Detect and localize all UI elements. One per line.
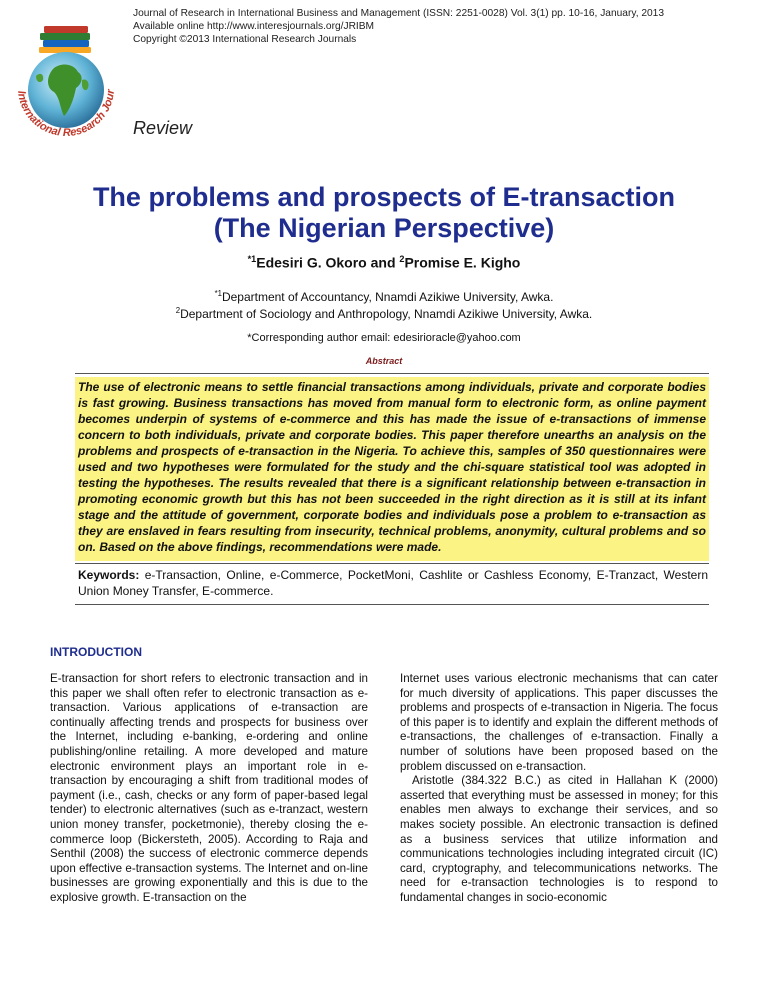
aff2-text: Department of Sociology and Anthropology, Nnamdi Azikiwe University, Awka. [180, 307, 593, 321]
paper-title [0, 182, 768, 244]
journal-citation: Journal of Research in International Business and Management (ISSN: 2251-0028) Vol. 3(1) pp. 10-16, January, 2013 [133, 8, 665, 19]
title-line-2: (The Nigerian Perspective) [213, 213, 555, 243]
section-label: Review [133, 118, 193, 138]
introduction-heading: INTRODUCTION [50, 645, 142, 659]
corresponding-author: *Corresponding author email: edesirioracle@yahoo.com [247, 332, 521, 344]
affiliations [0, 287, 768, 321]
aff1-text: Department of Accountancy, Nnamdi Azikiwe University, Awka. [221, 290, 554, 304]
keywords-label: Keywords: [78, 568, 140, 582]
author2-mark: 2 [399, 254, 405, 264]
author2: Promise E. Kigho [404, 254, 521, 271]
title-line-1: The problems and prospects of E-transaction [92, 182, 676, 212]
abstract-text: The use of electronic means to settle financial transactions among individuals, private and corporate bodies is fast growing. Business transactions has moved from manual form to electronic form, as online payment becomes underpin of systems of e-commerce and this has made the issue of e-transactions of immense concern to both individuals, private and corporate bodies. This paper therefore unearths an analysis on the problems and prospects of e-transaction in the Nigeria. To achieve this, samples of 350 questionnaires were used and two hypotheses were formulated for the study and the chi-square statistical tool was adopted in testing the hypotheses. The results revealed that there is a significant relationship between e-transaction in promoting economic growth but this has not been succeeded in the right direction as it is still at its infant stage and the attitude of government, corporate bodies and individuals pose a problem to e-transaction as they are enslaved in fears resulting from insecurity, technical problems, anonymity, cultural problems and so on. Based on the above findings, recommendations were made. [78, 380, 706, 554]
svg-text:International Research Journal: International Research Jour [15, 89, 118, 140]
column-left [50, 672, 368, 906]
globe-books-icon [10, 18, 122, 146]
keywords [78, 568, 708, 599]
column-right [400, 672, 718, 906]
aff1-mark: *1 [214, 289, 222, 298]
journal-logo [10, 18, 122, 146]
intro-paragraph-2: Aristotle (384.322 B.C.) as cited in Hallahan K (2000) asserted that everything must be assessed in money; for this enables men always to exchange their services, and so makes society possible. An electronic transaction is defined as a business services that utilize information and communications technologies including integrated circuit (IC) card, cryptography, and telecommunications networks. The need for e-transaction technologies is to respond to fundamental changes in socio-economic [400, 774, 718, 904]
divider-top [75, 373, 709, 374]
affiliation-1 [0, 287, 768, 304]
abstract-heading: Abstract [365, 356, 403, 366]
author-list [0, 254, 768, 271]
intro-paragraph-continued: Internet uses various electronic mechanisms that can cater for much diversity of applications. This paper discusses the problems and prospects of e-transaction in Nigeria. The focus of this paper is to identify and explain the different methods of e-transactions, the challenges of e-transaction. Finally a number of solutions have been proposed based on the problem discussed on e-transaction. [400, 672, 718, 773]
journal-header [133, 8, 753, 46]
divider-bottom [75, 604, 709, 605]
author1: Edesiri G. Okoro [256, 254, 367, 271]
intro-paragraph-1: E-transaction for short refers to electronic transaction and in this paper we shall often refer to electronic transaction as e-transaction. Various applications of e-transaction are continually affecting trends and prospects for business over the Internet, including e-banking, e-ordering and online publishing/online retailing. A more developed and mature electronic environment plays an important role in e-transaction by encouraging a shift from traditional modes of payment (i.e., cash, checks or any form of paper-based legal tender) to electronic alternatives (such as e-tranzact, western union money transfer, pocketmonie), thereby closing the e-commerce loop (Bickersteth, 2005). According to Raja and Senthil (2008) the success of electronic commerce depends upon effective e-transaction systems. The Internet and on-line businesses are growing exponentially and this is due to the explosive growth. E-transaction on the [50, 672, 368, 904]
abstract-box [75, 377, 709, 561]
keywords-text: e-Transaction, Online, e-Commerce, PocketMoni, Cashlite or Cashless Economy, E-Tranzact, Western Union Money Transfer, E-commerce. [78, 568, 708, 598]
divider-mid [75, 563, 709, 564]
aff2-mark: 2 [175, 306, 181, 315]
author-connector: and [366, 254, 400, 271]
affiliation-2 [0, 304, 768, 321]
copyright: Copyright ©2013 International Research Journals [133, 33, 357, 45]
author1-mark: *1 [247, 254, 257, 264]
journal-url: Available online http://www.interesjournals.org/JRIBM [133, 20, 375, 32]
